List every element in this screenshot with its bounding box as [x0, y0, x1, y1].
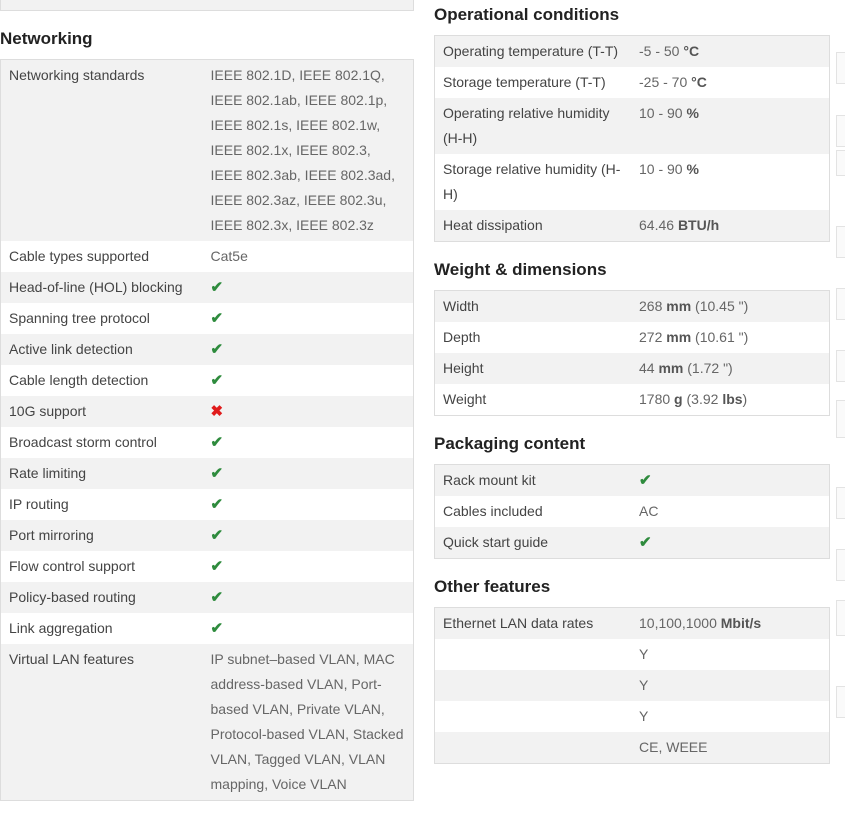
spec-value	[631, 465, 830, 497]
networking-table	[0, 59, 414, 801]
spec-extra: (3.92	[682, 391, 723, 407]
spec-value	[203, 334, 414, 365]
spec-number: 272	[639, 329, 667, 345]
spec-label: Virtual LAN features	[1, 644, 203, 801]
cross-icon: ✖	[210, 403, 224, 420]
spec-row	[1, 60, 414, 242]
spec-unit: %	[686, 105, 699, 121]
check-icon: ✔	[210, 279, 224, 296]
spec-value: IEEE 802.1D, IEEE 802.1Q, IEEE 802.1ab, IEEE 802.1p, IEEE 802.1s, IEEE 802.1w, IEEE 802.1x, IEEE 802.3, IEEE 802.3ab, IEEE 802.3ad, IEEE 802.3az, IEEE 802.3u, IEEE 802.3x, IEEE 802.3z	[203, 60, 414, 242]
spec-label: Height	[435, 353, 632, 384]
spec-value	[631, 322, 830, 353]
check-icon: ✔	[639, 534, 652, 551]
spec-unit: %	[686, 161, 699, 177]
spec-row	[1, 458, 414, 489]
spec-label: Depth	[435, 322, 632, 353]
spec-row	[435, 670, 830, 701]
edge-fragment	[836, 549, 845, 581]
spec-label: Flow control support	[1, 551, 203, 582]
spec-value	[631, 67, 830, 98]
spec-label: Policy-based routing	[1, 582, 203, 613]
spec-row	[435, 98, 830, 154]
spec-value	[631, 36, 830, 68]
networking-title: Networking	[0, 29, 93, 48]
spec-row	[1, 582, 414, 613]
packaging-table	[434, 464, 830, 559]
spec-value: Y	[631, 670, 830, 701]
spec-number: 44	[639, 360, 659, 376]
spec-value	[203, 365, 414, 396]
spec-label: IP routing	[1, 489, 203, 520]
check-icon: ✔	[210, 310, 224, 327]
spec-value: IP subnet–based VLAN, MAC address-based VLAN, Port-based VLAN, Private VLAN, Protocol-based VLAN, Stacked VLAN, Tagged VLAN, VLAN mapping, Voice VLAN	[203, 644, 414, 801]
spec-row	[1, 489, 414, 520]
check-icon: ✔	[210, 434, 224, 451]
spec-row	[1, 303, 414, 334]
spec-extra: (1.72 ")	[683, 360, 733, 376]
spec-row	[435, 465, 830, 497]
spec-label: Rate limiting	[1, 458, 203, 489]
spec-row	[1, 644, 414, 801]
spec-unit: lbs	[722, 391, 743, 407]
spec-unit: mm	[658, 360, 684, 376]
check-icon: ✔	[210, 465, 224, 482]
spec-number: -5 - 50	[639, 43, 684, 59]
edge-fragment	[836, 350, 845, 382]
spec-extra: (10.61 ")	[691, 329, 749, 345]
packaging-title: Packaging content	[434, 434, 586, 453]
spec-label: Heat dissipation	[435, 210, 632, 242]
spec-number: 268	[639, 298, 667, 314]
spec-row	[1, 272, 414, 303]
spec-row	[435, 291, 830, 323]
spec-number: 1780	[639, 391, 675, 407]
spec-value	[631, 608, 830, 640]
spec-value	[631, 98, 830, 154]
spec-unit: BTU/h	[677, 217, 720, 233]
spec-label: Storage temperature (T-T)	[435, 67, 632, 98]
spec-unit: Mbit/s	[720, 615, 762, 631]
check-icon: ✔	[210, 589, 224, 606]
spec-value: AC	[631, 496, 830, 527]
spec-label	[435, 639, 632, 670]
spec-row	[1, 613, 414, 644]
check-icon: ✔	[210, 620, 224, 637]
spec-label: Ethernet LAN data rates	[435, 608, 632, 640]
spec-unit: °C	[683, 43, 700, 59]
spec-row	[1, 396, 414, 427]
edge-fragment	[836, 150, 845, 176]
spec-label: Weight	[435, 384, 632, 416]
spec-value: Y	[631, 701, 830, 732]
spec-label: Rack mount kit	[435, 465, 632, 497]
spec-label: Spanning tree protocol	[1, 303, 203, 334]
spec-value	[631, 527, 830, 559]
spec-row	[1, 520, 414, 551]
check-icon: ✔	[210, 372, 224, 389]
spec-row	[435, 701, 830, 732]
spec-row	[1, 551, 414, 582]
spec-extra: (10.45 ")	[691, 298, 749, 314]
spec-label: Port mirroring	[1, 520, 203, 551]
spec-row	[1, 427, 414, 458]
edge-fragment	[836, 288, 845, 320]
spec-unit: mm	[666, 329, 692, 345]
spec-label: Cables included	[435, 496, 632, 527]
spec-value	[203, 272, 414, 303]
spec-unit: g	[674, 391, 683, 407]
spec-label: Networking standards	[1, 60, 203, 242]
spec-number: 10 - 90	[639, 161, 687, 177]
spec-value	[203, 489, 414, 520]
check-icon: ✔	[639, 472, 652, 489]
spec-value: Cat5e	[203, 241, 414, 272]
spec-label: Operating temperature (T-T)	[435, 36, 632, 68]
spec-value	[203, 458, 414, 489]
operational-table	[434, 35, 830, 242]
spec-value	[631, 210, 830, 242]
spec-row	[435, 210, 830, 242]
spec-number: 10 - 90	[639, 105, 687, 121]
spec-row	[1, 241, 414, 272]
spec-value	[631, 353, 830, 384]
spec-label: Width	[435, 291, 632, 323]
edge-fragment	[836, 115, 845, 147]
spec-value	[631, 291, 830, 323]
spec-row	[435, 639, 830, 670]
other-table	[434, 607, 830, 764]
spec-row	[435, 608, 830, 640]
spec-label	[435, 732, 632, 764]
spec-label	[435, 670, 632, 701]
spec-row	[435, 496, 830, 527]
spec-value	[631, 384, 830, 416]
spec-value	[203, 396, 414, 427]
spec-label: 10G support	[1, 396, 203, 427]
check-icon: ✔	[210, 496, 224, 513]
spec-label: Storage relative humidity (H-H)	[435, 154, 632, 210]
spec-value: Y	[631, 639, 830, 670]
spec-value	[203, 303, 414, 334]
edge-fragment	[836, 686, 845, 718]
spec-value	[203, 520, 414, 551]
spec-label: Quick start guide	[435, 527, 632, 559]
spec-value: CE, WEEE	[631, 732, 830, 764]
spec-label: Cable length detection	[1, 365, 203, 396]
edge-fragment	[836, 600, 845, 636]
spec-label: Active link detection	[1, 334, 203, 365]
spec-row	[435, 67, 830, 98]
spec-row	[435, 732, 830, 764]
spec-label	[435, 701, 632, 732]
spec-label: Link aggregation	[1, 613, 203, 644]
spec-value	[203, 551, 414, 582]
spec-label: Cable types supported	[1, 241, 203, 272]
spec-label: Head-of-line (HOL) blocking	[1, 272, 203, 303]
check-icon: ✔	[210, 558, 224, 575]
spec-row	[1, 334, 414, 365]
spec-row	[435, 384, 830, 416]
edge-fragment	[836, 487, 845, 519]
spec-label: Broadcast storm control	[1, 427, 203, 458]
check-icon: ✔	[210, 341, 224, 358]
operational-title: Operational conditions	[434, 5, 620, 24]
other-title: Other features	[434, 577, 551, 596]
spec-row	[1, 365, 414, 396]
check-icon: ✔	[210, 527, 224, 544]
spec-row	[435, 36, 830, 68]
edge-fragment	[836, 226, 845, 258]
edge-fragment	[836, 400, 845, 438]
spec-value	[203, 582, 414, 613]
spec-value	[631, 154, 830, 210]
spec-value	[203, 613, 414, 644]
spec-row	[435, 322, 830, 353]
weight-table	[434, 290, 830, 416]
spec-value	[203, 427, 414, 458]
spec-unit: mm	[666, 298, 692, 314]
weight-title: Weight & dimensions	[434, 260, 607, 279]
spec-row	[435, 527, 830, 559]
spec-row	[435, 353, 830, 384]
spec-row	[435, 154, 830, 210]
spec-number: 10,100,1000	[639, 615, 721, 631]
spec-number: -25 - 70	[639, 74, 692, 90]
previous-section-fragment	[0, 0, 414, 11]
spec-extra: )	[742, 391, 748, 407]
edge-fragment	[836, 52, 845, 84]
spec-unit: °C	[691, 74, 707, 90]
spec-label: Operating relative humidity (H-H)	[435, 98, 632, 154]
spec-number: 64.46	[639, 217, 678, 233]
